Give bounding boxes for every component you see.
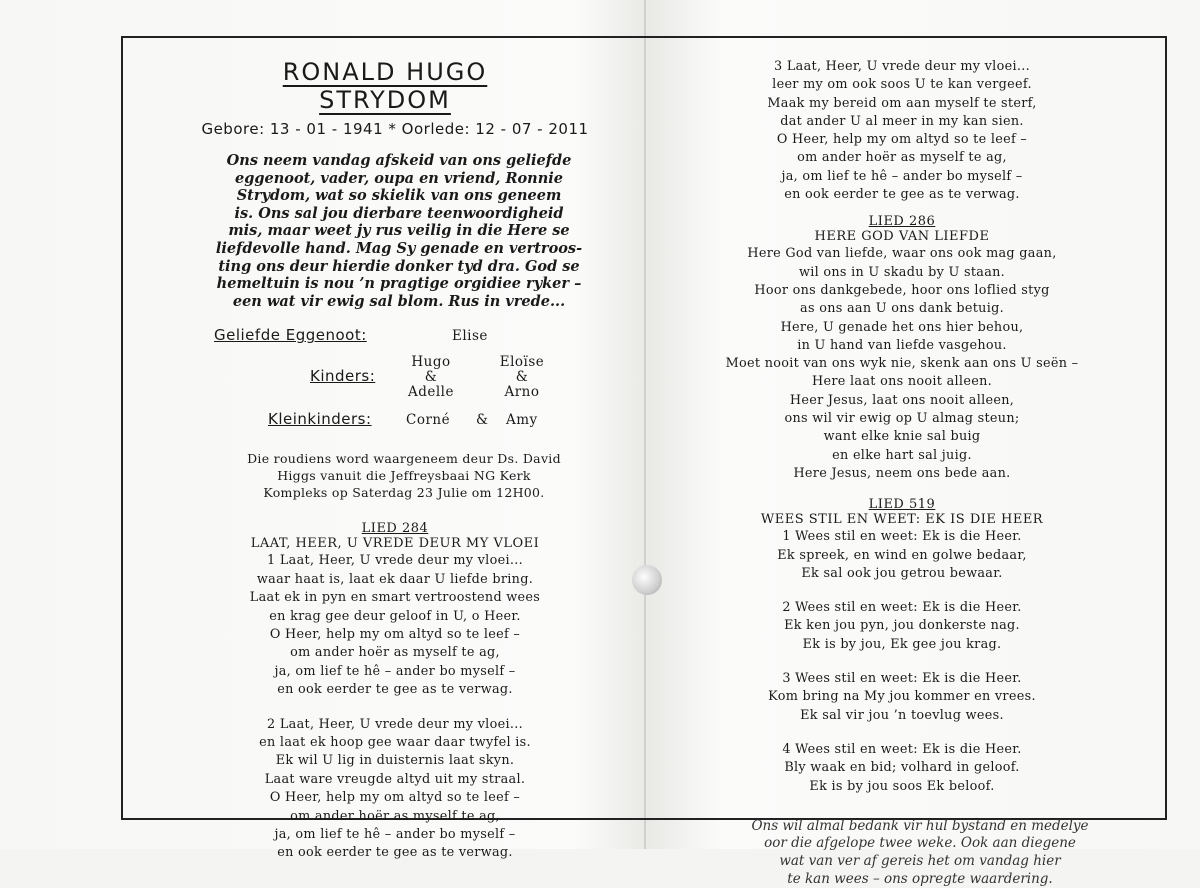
verse-line: Moet nooit van ons wyk nie, skenk aan ons U seën –: [725, 356, 1079, 372]
verse-line: Here God van liefde, waar ons ook mag gaan,: [747, 246, 1057, 262]
verse-line: 2 Wees stil en weet: Ek is die Heer.: [782, 600, 1022, 616]
verse-line: 1 Laat, Heer, U vrede deur my vloei...: [267, 553, 523, 569]
verse-line: Heer Jesus, laat ons nooit alleen,: [789, 392, 1015, 408]
verse-line: om ander hoër as myself te ag,: [290, 645, 500, 661]
hymn-verse: [650, 528, 1154, 583]
verse-line: Ek is by jou, Ek gee jou krag.: [802, 636, 1002, 652]
verse-line: 3 Wees stil en weet: Ek is die Heer.: [782, 671, 1022, 687]
grandchildren-label: Kleinkinders:: [268, 410, 372, 429]
children-label: Kinders:: [310, 367, 376, 386]
grandchild-name: Corné: [406, 412, 451, 429]
ampersand: &: [424, 369, 438, 386]
verse-line: Ek spreek, en wind en golwe bedaar,: [777, 547, 1027, 563]
verse-line: om ander hoër as myself te ag,: [797, 150, 1007, 166]
birth-death-dates: Gebore: 13 - 01 - 1941 * Oorlede: 12 - 07 - 2011: [201, 120, 589, 138]
tribute-text: [150, 152, 640, 310]
hymn-verse: [650, 670, 1154, 725]
verse-line: dat ander U al meer in my kan sien.: [780, 113, 1024, 129]
verse-line: Maak my bereid om aan myself te sterf,: [767, 95, 1037, 111]
verse-line: O Heer, help my om altyd so te leef –: [776, 132, 1028, 148]
deceased-name: RONALD HUGO STRYDOM: [282, 58, 488, 114]
tribute-line: is. Ons sal jou dierbare teenwoordigheid: [234, 204, 564, 222]
verse-line: Ek wil U lig in duisternis laat skyn.: [275, 753, 515, 769]
thanks-line: wat van ver af gereis het om vandag hier: [779, 852, 1061, 869]
verse-line: en ook eerder te gee as te verwag.: [277, 682, 513, 698]
thanks-line: oor die afgelope twee weke. Ook aan diegene: [764, 835, 1076, 852]
tribute-line: Strydom, wat so skielik van ons geneem: [236, 187, 562, 205]
verse-line: en ook eerder te gee as te verwag.: [277, 845, 513, 861]
verse-line: leer my om ook soos U te kan vergeef.: [772, 77, 1032, 93]
hymn-number: LIED 286: [868, 214, 936, 230]
hymn-verse: [650, 58, 1154, 204]
verse-line: wil ons in U skadu by U staan.: [798, 264, 1006, 280]
hymn-verse: [150, 716, 640, 863]
verse-line: 4 Wees stil en weet: Ek is die Heer.: [782, 741, 1022, 757]
service-line: Kompleks op Saterdag 23 Julie om 12H00.: [263, 485, 545, 501]
verse-line: want elke knie sal buig: [823, 429, 981, 445]
tribute-line: een wat vir ewig sal blom. Rus in vrede...: [232, 292, 566, 310]
verse-line: om ander hoër as myself te ag,: [290, 808, 500, 824]
verse-line: Ek sal vir jou ’n toevlug wees.: [800, 707, 1004, 723]
thank-you-note: [650, 818, 1154, 888]
spouse-name: Elise: [452, 328, 488, 345]
verse-line: en elke hart sal juig.: [832, 447, 972, 463]
verse-line: in U hand van liefde vasgehou.: [797, 337, 1007, 353]
verse-line: Hoor ons dankgebede, hoor ons loflied styg: [754, 282, 1050, 298]
verse-line: ja, om lief te hê – ander bo myself –: [274, 827, 516, 843]
grandchild-name: Amy: [506, 412, 538, 429]
verse-line: Laat ware vreugde altyd uit my straal.: [264, 771, 526, 787]
tribute-line: hemeltuin is nou ’n pragtige orgidiee ryker –: [216, 275, 582, 293]
thanks-line: Ons wil almal bedank vir hul bystand en medelye: [751, 817, 1089, 834]
child-partner-name: Adelle: [407, 384, 454, 401]
ampersand: &: [476, 412, 489, 429]
verse-line: O Heer, help my om altyd so te leef –: [269, 790, 521, 806]
service-details: [150, 450, 640, 501]
verse-line: Here Jesus, neem ons bede aan.: [793, 465, 1011, 481]
ampersand: &: [515, 369, 529, 386]
verse-line: Here, U genade het ons hier behou,: [780, 319, 1024, 335]
hymn-title: WEES STIL EN WEET: EK IS DIE HEER: [760, 512, 1044, 528]
verse-line: 2 Laat, Heer, U vrede deur my vloei...: [267, 716, 523, 732]
child-name: Hugo: [411, 354, 451, 371]
verse-line: Bly waak en bid; volhard in geloof.: [784, 760, 1020, 776]
left-page: [150, 58, 640, 863]
verse-line: en ook eerder te gee as te verwag.: [784, 187, 1020, 203]
family-section: [150, 320, 640, 430]
child-name: Eloïse: [499, 354, 545, 371]
verse-line: en krag gee deur geloof in U, o Heer.: [269, 608, 521, 624]
tribute-line: mis, maar weet jy rus veilig in die Here se: [228, 222, 570, 240]
verse-line: O Heer, help my om altyd so te leef –: [269, 626, 521, 642]
verse-line: Laat ek in pyn en smart vertroostend wees: [249, 590, 541, 606]
verse-line: Here laat ons nooit alleen.: [812, 374, 992, 390]
hymn-number: LIED 519: [868, 497, 936, 513]
hymn-verse: [150, 552, 640, 699]
verse-line: ons wil vir ewig op U almag steun;: [784, 411, 1020, 427]
right-page: [650, 58, 1154, 888]
verse-line: ja, om lief te hê – ander bo myself –: [781, 168, 1023, 184]
verse-line: Ek sal ook jou getrou bewaar.: [801, 565, 1003, 581]
tribute-line: eggenoot, vader, oupa en vriend, Ronnie: [235, 169, 563, 187]
thanks-line: te kan wees – ons opregte waardering.: [787, 870, 1053, 887]
service-line: Higgs vanuit die Jeffreysbaai NG Kerk: [277, 468, 531, 484]
verse-line: Ek ken jou pyn, jou donkerste nag.: [784, 618, 1020, 634]
hymn-verse: [650, 741, 1154, 796]
hymn-verse: [650, 599, 1154, 654]
verse-line: as ons aan U ons dank betuig.: [800, 301, 1004, 317]
service-line: Die roudiens word waargeneem deur Ds. David: [247, 451, 561, 467]
hymn-title: HERE GOD VAN LIEFDE: [814, 229, 990, 245]
hymn-verse: [650, 245, 1154, 483]
spouse-label: Geliefde Eggenoot:: [214, 326, 367, 345]
tribute-line: ting ons deur hierdie donker tyd dra. God se: [218, 257, 580, 275]
verse-line: Kom bring na My jou kommer en vrees.: [768, 689, 1036, 705]
verse-line: 1 Wees stil en weet: Ek is die Heer.: [782, 529, 1022, 545]
hymn-title: LAAT, HEER, U VREDE DEUR MY VLOEI: [250, 536, 540, 552]
tribute-line: Ons neem vandag afskeid van ons geliefde: [226, 152, 572, 169]
verse-line: en laat ek hoop gee waar daar twyfel is.: [259, 735, 531, 750]
verse-line: Ek is by jou soos Ek beloof.: [809, 778, 995, 794]
tribute-line: liefdevolle hand. Mag Sy genade en vertroos-: [215, 239, 583, 257]
verse-line: 3 Laat, Heer, U vrede deur my vloei...: [774, 59, 1030, 74]
verse-line: waar haat is, laat ek daar U liefde bring.: [256, 571, 534, 587]
verse-line: ja, om lief te hê – ander bo myself –: [274, 663, 516, 679]
hymn-number: LIED 284: [361, 521, 429, 537]
child-partner-name: Arno: [504, 384, 540, 401]
